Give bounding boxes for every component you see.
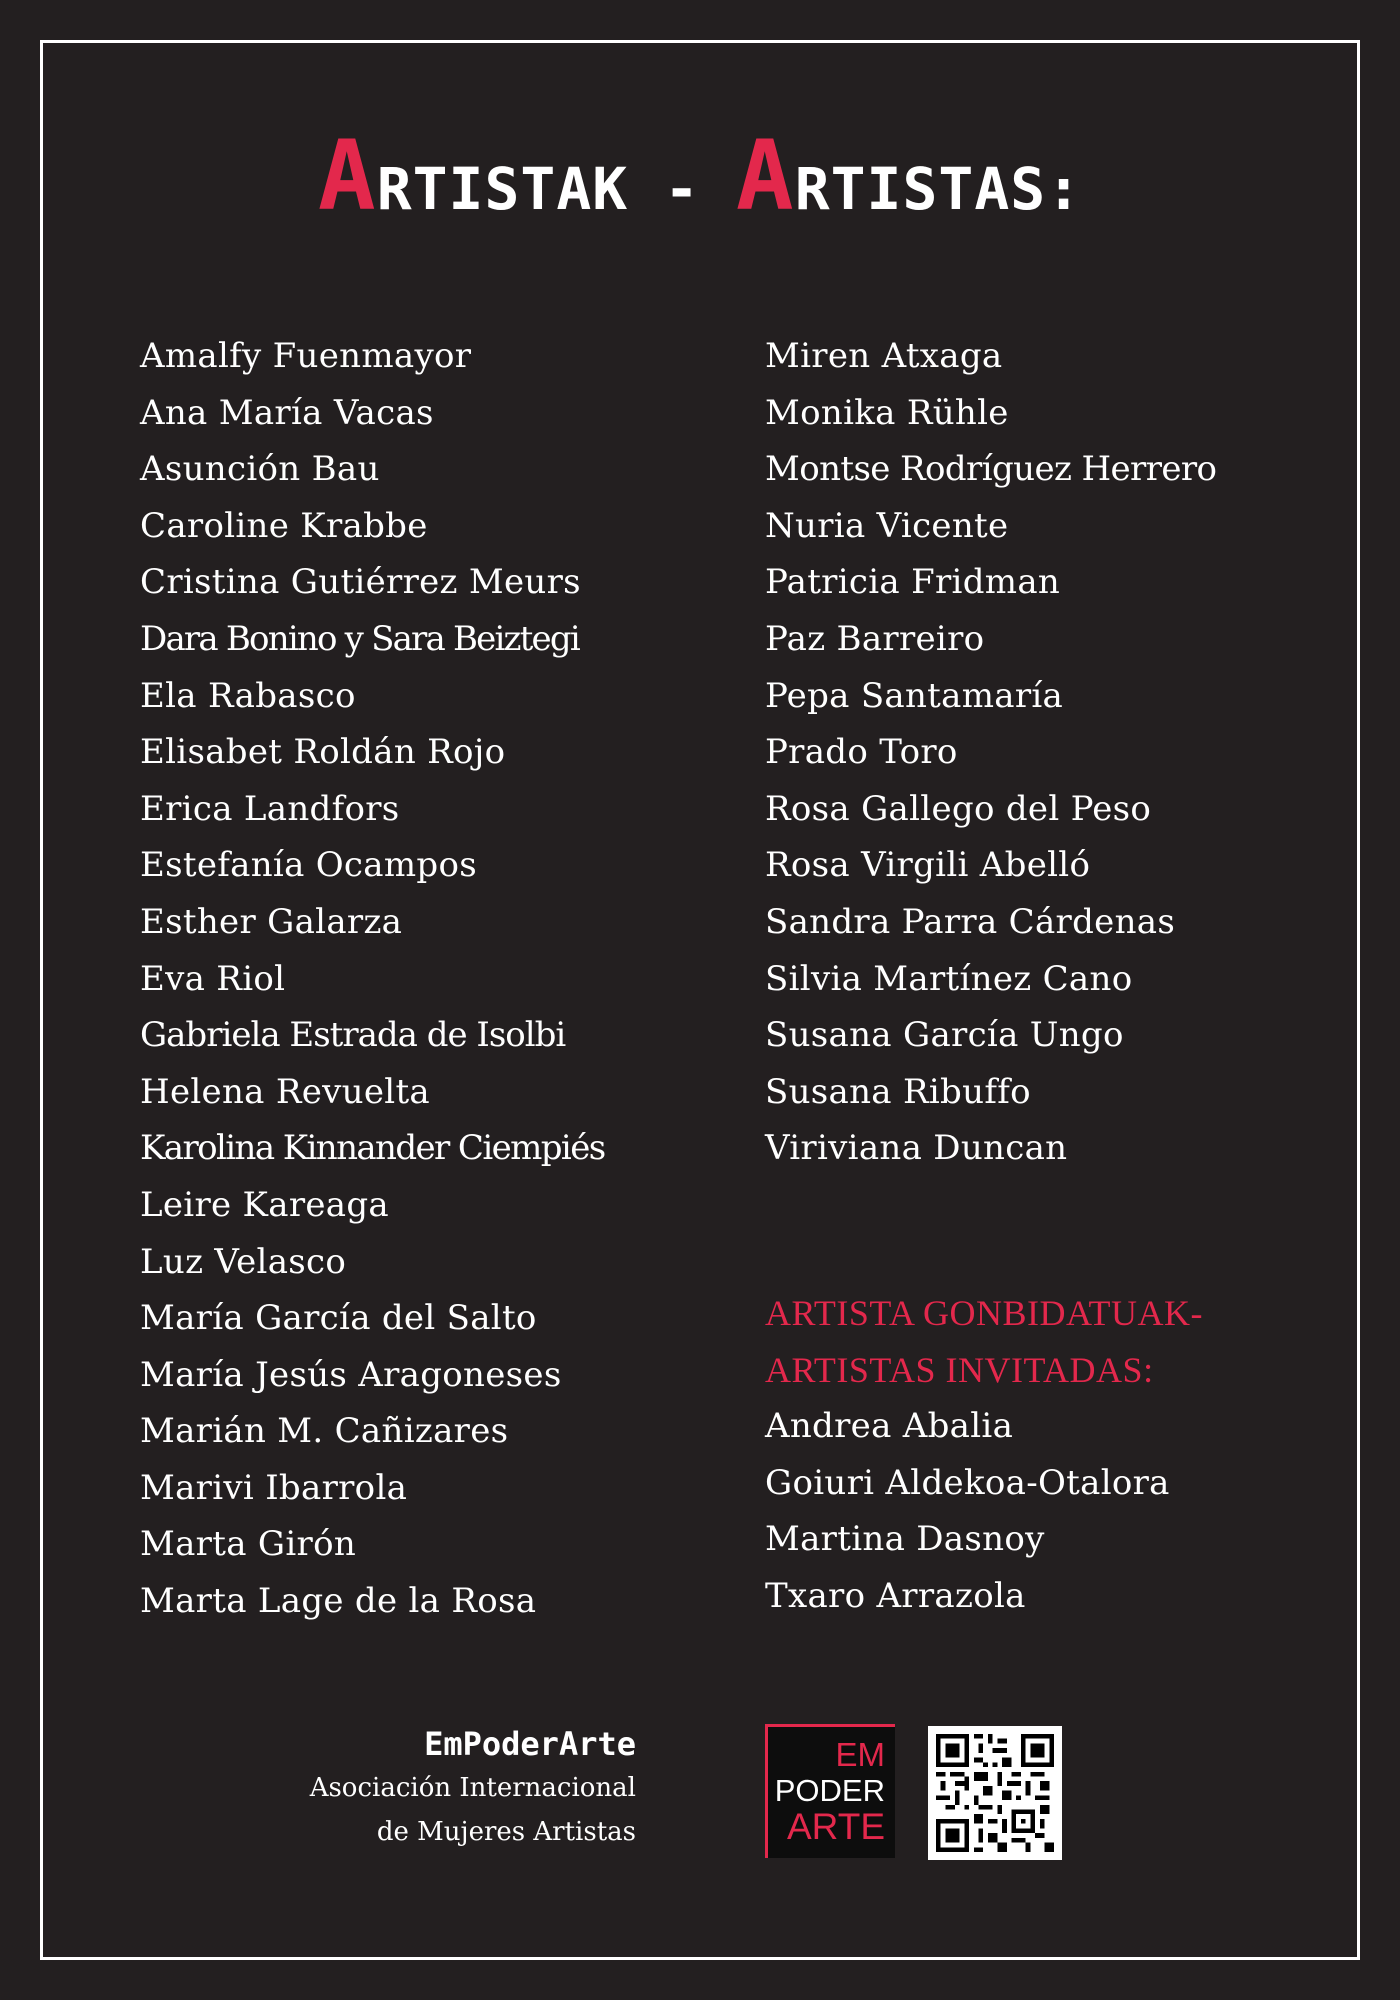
artist-name: Luz Velasco [140, 1241, 347, 1282]
artist-name: Rosa Gallego del Peso [765, 788, 1152, 829]
artist-name: Patricia Fridman [765, 562, 1061, 603]
organization-desc-line-1: Asociación Internacional [309, 1773, 636, 1803]
artist-name: Susana Ribuffo [765, 1071, 1031, 1112]
guest-heading-line-1: ARTISTA GONBIDATUAK- [765, 1293, 1203, 1333]
artist-name: María Jesús Aragoneses [140, 1354, 562, 1395]
artist-name: Montse Rodríguez Herrero [765, 449, 1217, 490]
title-right-initial: A [735, 120, 795, 232]
title-left-rest: RTISTAK [376, 155, 629, 223]
artist-name: Esther Galarza [140, 901, 403, 942]
artist-name: Erica Landfors [140, 788, 400, 829]
artist-name: Susana García Ungo [765, 1015, 1124, 1056]
guest-artist-name: Andrea Abalia [765, 1406, 1014, 1446]
page-title [0, 120, 1400, 232]
qr-code-graphic [936, 1734, 1054, 1852]
artist-name: María García del Salto [140, 1298, 537, 1339]
artist-name: Rosa Virgili Abelló [765, 845, 1091, 886]
artist-list-right [765, 328, 1295, 1177]
artist-name: Eva Riol [140, 958, 286, 999]
empoderarte-logo [765, 1724, 895, 1858]
guest-artist-name: Martina Dasnoy [765, 1519, 1045, 1560]
guest-artists-heading [765, 1285, 1325, 1398]
artist-name: Marta Girón [140, 1524, 357, 1565]
artist-name: Helena Revuelta [140, 1071, 430, 1112]
artist-name: Elisabet Roldán Rojo [140, 732, 506, 773]
artist-name: Gabriela Estrada de Isolbi [140, 1015, 566, 1056]
organization-block [200, 1722, 636, 1854]
logo-line-1: EM [835, 1736, 885, 1773]
artist-name: Caroline Krabbe [140, 505, 428, 546]
organization-desc-line-2: de Mujeres Artistas [376, 1817, 636, 1847]
title-right-rest: RTISTAS: [794, 155, 1083, 223]
artist-name: Asunción Bau [140, 449, 380, 490]
artist-list-left [140, 328, 660, 1630]
guest-artist-name: Txaro Arrazola [765, 1575, 1026, 1616]
artist-name: Ela Rabasco [140, 675, 356, 716]
artist-name: Nuria Vicente [765, 505, 1009, 546]
title-left-initial: A [317, 120, 377, 232]
artist-name: Marta Lage de la Rosa [140, 1581, 537, 1622]
artist-name: Monika Rühle [765, 392, 1009, 433]
artist-name: Cristina Gutiérrez Meurs [140, 562, 581, 603]
artist-name: Pepa Santamaría [765, 675, 1064, 716]
artist-name: Karolina Kinnander Ciempiés [140, 1128, 605, 1169]
artist-name: Miren Atxaga [765, 336, 1003, 376]
artist-name: Marivi Ibarrola [140, 1467, 408, 1508]
logo-line-2: PODER [774, 1773, 885, 1808]
artist-name: Silvia Martínez Cano [765, 958, 1133, 999]
title-separator: - [628, 155, 736, 223]
artist-name: Paz Barreiro [765, 618, 985, 659]
artist-name: Leire Kareaga [140, 1184, 390, 1225]
guest-artist-name: Goiuri Aldekoa-Otalora [765, 1462, 1170, 1503]
artist-name: Dara Bonino y Sara Beiztegi [140, 618, 579, 659]
artist-name: Viriviana Duncan [765, 1128, 1068, 1169]
artist-name: Estefanía Ocampos [140, 845, 477, 886]
artist-name: Prado Toro [765, 732, 958, 773]
artist-name: Amalfy Fuenmayor [140, 336, 472, 376]
artist-name: Marián M. Cañizares [140, 1411, 509, 1452]
artist-name: Ana María Vacas [140, 392, 434, 433]
logo-line-3: ARTE [786, 1806, 885, 1847]
artist-name: Sandra Parra Cárdenas [765, 901, 1176, 942]
organization-name: EmPoderArte [424, 1725, 636, 1763]
guest-heading-line-2: ARTISTAS INVITADAS: [765, 1349, 1154, 1390]
qr-code-icon[interactable] [928, 1726, 1062, 1860]
guest-artist-list [765, 1398, 1295, 1624]
